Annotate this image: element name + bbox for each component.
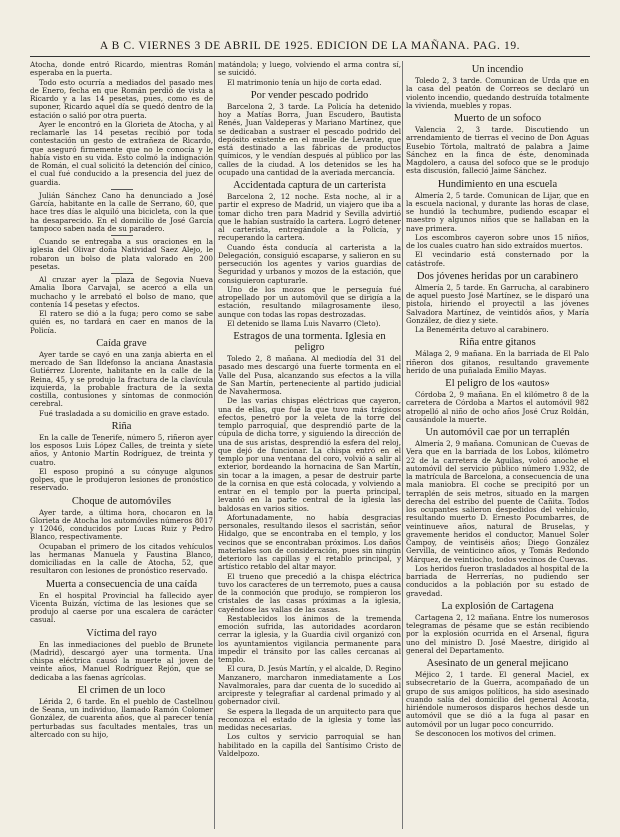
headline: El crimen de un loco: [77, 684, 166, 696]
paragraph: Los escombros cayeron sobre unos 15 niños, de los cuales cuatro han sido extraídos muertos.: [406, 232, 589, 250]
headline: Choque de automóviles: [71, 495, 172, 507]
paragraph: Se espera la llegada de un arquitecto para que reconozca el estado de la iglesia y tome las medidas necesarias.: [218, 706, 401, 732]
paragraph: El detenido se llama Luis Navarro (Cleto).: [227, 318, 381, 328]
paragraph: Barcelona 2, 3 tarde. La Policía ha detenido hoy a Matías Borra, Juan Escudero, Bautista Renés, Juan Valdeperas y Mariano Martínez, que se dedicaban a sustraer el pescado podrido del depósito existente en el muelle de Levante, que está destinado a las fábricas de productos químicos, y le vendían después al público por las calles de la ciudad. A los detenidos se les ha ocupado una cantidad de la averiada mercancía.: [218, 101, 401, 177]
headline: Víctima del rayo: [86, 627, 157, 639]
separator: [111, 189, 133, 190]
headline: Por vender pescado podrido: [250, 89, 369, 101]
separator: [111, 273, 133, 274]
paragraph: Restablecidos los ánimos de la tremenda emoción sufrida, las autoridades acordaron cerrar la iglesia, y la Guardia civil organizó con los ayuntamientos vigilancia permanente para impedir el tránsito por las calles cercanas al templo.: [218, 613, 401, 664]
headline: Asesinato de un general mejicano: [426, 658, 569, 669]
paragraph: Se desconocen los motivos del crimen.: [415, 728, 556, 738]
paragraph: Los cultos y servicio parroquial se han habilitado en la capilla del Santísimo Cristo de Valdelpozo.: [218, 732, 401, 758]
paragraph: Uno de los mozos que le perseguía fué atropellado por un automóvil que se dirigía a la estación, resultando milagrosamente ileso, aunque con todas las ropas destrozadas.: [218, 284, 401, 319]
paragraph: Atocha, donde entró Ricardo, mientras Román esperaba en la puerta.: [30, 61, 213, 78]
headline: Muerta a consecuencia de una caída: [45, 578, 198, 590]
paragraph: Almería 2, 5 tarde. En Garrucha, al carabinero de aquel puesto José Martínez, se le disparó una pistola, hiriendo el proyectil a las jóvenes Salvadora Martínez, de veintidós años, y María González, de diez y siete.: [406, 282, 589, 325]
headline: Dos jóvenes heridas por un carabinero: [416, 270, 579, 282]
paragraph: La Benemérita detuvo al carabinero.: [415, 325, 549, 334]
paragraph: Almería 2, 5 tarde. Comunican de Lijar, que en la escuela nacional, y durante las horas de clase, se hundió la techumbre, pudiendo escapar el maestro y algunos niños que se hallaban en la nave primera.: [406, 190, 589, 233]
paragraph: El matrimonio tenía un hijo de corta edad.: [227, 77, 382, 87]
paragraph: Córdoba 2, 9 mañana. En el kilómetro 8 de la carretera de Córdoba a Martos el automóvil 982 atropelló al niño de ocho años José Cruz Roldán, causándole la muerte.: [406, 390, 589, 424]
paragraph: En las inmediaciones del pueblo de Brunete (Madrid), descargó ayer una tormenta. Una chispa eléctrica causó la muerte al joven de veinte años, Manuel Rodríguez Rejón, que se dedicaba a las faenas agrícolas.: [30, 639, 213, 682]
paragraph: Méjico 2, 1 tarde. El general Maciel, ex subsecretario de la Guerra, acompañado de un grupo de sus amigos políticos, ha sido asesinado cuando salía del domicilio del general Acosta, hiriéndole numerosos disparos hechos desde un automóvil que se dió a la fuga al pasar en automóvil por un lugar poco concurrido.: [406, 670, 589, 729]
paragraph: Ocupaban el primero de los citados vehículos las hermanas Manuela y Faustina Blanco, domiciliadas en la calle de Atocha, 52, que resultaron con lesiones de pronóstico reservado.: [30, 541, 213, 576]
column-3: [406, 61, 589, 829]
headline: El peligro de los «autos»: [445, 378, 550, 389]
paragraph: En el hospital Provincial ha fallecido ayer Vicenta Buizán, víctima de las lesiones que se produjo al caerse por una escalera de carácter casual.: [30, 590, 213, 625]
column-divider: [214, 61, 215, 829]
paragraph: El cura, D. Jesús Martín, y el alcalde, D. Regino Manzanero, marcharon inmediatamente a Los Navalmorales, para dar cuenta de lo sucedido al arcipreste y telegrafiar al cardenal primado y al gobernador civil.: [218, 664, 401, 707]
paragraph: Julián Sánchez Cano ha denunciado a José García, habitante en la calle de Serrano, 60, que hace tres días le alquiló una bicicleta, con la que ha desaparecido. En el domicilio de José García tampoco saben nada de su paradero.: [30, 190, 213, 233]
paragraph: Lérida 2, 6 tarde. En el pueblo de Castellnou de Seana, un individuo, llamado Ramón Colomer González, de cuarenta años, que al parecer tenía perturbadas sus facultades mentales, tras un altercado con su hijo,: [30, 696, 213, 739]
paragraph: Cuando ésta conducía al carterista a la Delegación, consiguió escaparse, y salieron en su persecución los agentes y varios guardias de Seguridad y urbanos y mozos de la estación, que consiguieron capturarle.: [218, 242, 401, 285]
paragraph: Los heridos fueron trasladados al hospital de la barriada de Herrerías, no pudiendo ser conducidos a la población por su estado de gravedad.: [406, 563, 589, 598]
paragraph: Málaga 2, 9 mañana. En la barriada de El Palo riñeron dos gitanos, resultando gravemente herido de una puñalada Emilio Mayas.: [406, 349, 589, 375]
paragraph: Cuando se entregaba a sus oraciones en la iglesia del Olivar doña Natividad Saez Alejo, le robaron un bolso de plata valorado en 200 pesetas.: [30, 237, 213, 271]
paragraph: El vecindario está consternado por la catástrofe.: [406, 250, 589, 268]
paragraph: El ratero se dió a la fuga; pero como se sabe quién es, no tardará en caer en manos de la Policía.: [30, 309, 213, 335]
headline: Caída grave: [96, 337, 147, 349]
headline: La explosión de Cartagena: [441, 600, 554, 612]
headline: Un automóvil cae por un terraplén: [425, 427, 570, 438]
headline: Estragos de una tormenta. Iglesia en peligro: [233, 331, 386, 353]
paragraph: El trueno que precedió a la chispa eléctrica tuvo los caracteres de un terremoto, pues a causa de la conmoción que produjo, se rompieron los cristales de las casas próximas a la iglesia, cayéndose las vallas de las casas.: [218, 571, 401, 614]
paragraph: En la calle de Tenerife, número 5, riñeron ayer los esposos Luis López Calles, de treinta y siete años, y Antonio Martín Rodríguez, de treinta y cuatro.: [30, 432, 213, 467]
paragraph: Al cruzar ayer la plaza de Segovia Nueva Amalia Ibora Carvajal, se acercó a ella un muchacho y le arrebató el bolso de mano, que contenía 14 pesetas y efectos.: [30, 275, 213, 309]
paragraph: El esposo propinó a su cónyuge algunos golpes, que le produjeron lesiones de pronóstico reservado.: [30, 466, 213, 493]
paragraph: Barcelona 2, 12 noche. Esta noche, al ir a partir el expreso de Madrid, un viajero que iba a tomar dicho tren para Madrid y Sevilla advirtió que le habían sustraído la cartera. Logró detener al carterista, entregándole a la Policía, y recuperando la cartera.: [218, 192, 401, 243]
headline: Hundimiento en una escuela: [437, 178, 558, 190]
paragraph: Ayer le encontró en la Glorieta de Atocha, y al reclamarle las 14 pesetas recibió por toda contestación un gesto de extrañeza de Ricardo, que aseguró firmemente que no le conocía y le había visto en su vida. Esto colmó la indignación de Román, el cual solicitó la detención del cínico, el cual fué conducido a la presencia del juez de guardia.: [30, 119, 213, 187]
paragraph: Afortunadamente, no había desgracias personales, resultando ilesos el sacristán, señor Hidalgo, que se encontraba en el templo, y los vecinos que se encontraban próximos. Los daños materiales son de consideración, pues sin ningún deterioro las capillas y el retablo principal, y artístico retablo del altar mayor.: [218, 512, 401, 572]
paragraph: Fué trasladada a su domicilio en grave estado.: [39, 408, 210, 418]
separator: [111, 235, 133, 236]
headline: Muerto de un sofoco: [453, 113, 542, 124]
paragraph: matándola; y luego, volviendo el arma contra sí, se suicidó.: [218, 61, 401, 78]
column-1: [30, 61, 213, 829]
headline: Riña entre gitanos: [459, 337, 536, 349]
paragraph: Ayer tarde se cayó en una zanja abierta en el mercado de San Ildefonso la anciana Anastasia Gutiérrez Llorente, habitante en la calle de la Reina, 45, y se produjo la fractura de la clavícula izquierda, la probable fractura de la sexta costilla, contusiones y síntomas de conmoción cerebral.: [30, 349, 213, 409]
paragraph: Todo esto ocurría a mediados del pasado mes de Enero, fecha en que Román perdió de vista a Ricardo y a las 14 pesetas, pues, como es de suponer, Ricardo aquel día se quedó dentro de la estación o salió por otra puerta.: [30, 77, 213, 120]
paragraph: De las varias chispas eléctricas que cayeron, una de ellas, que fué la que tuvo más trágicos efectos, penetró por la veleta de la torre del templo parroquial, que desprendió parte de la cúpula de dicha torre, y siguiendo la dirección de una de sus aristas, desprendió la esfera del reloj, que dejó de funcionar. La chispa entró en el templo por una ventana del coro, volvió a salir al exterior, bordeando la hornacina de San Martín, sin tocar a la imagen, a pesar de destruir parte de la cornisa en que está colocada, y volviendo a entrar en el templo por la puerta principal, levantó en la parte central de la iglesia las baldosas en varios sitios.: [218, 396, 401, 513]
paragraph: Valencia 2, 3 tarde. Discutiendo un arrendamiento de tierras el vecino de Don Aguas Eusebio Tórtola, maltrató de palabra a Jaime Sánchez en la finca de éste, denominada Magdolero, a causa del sofoco que se le produjo esta discusión, falleció Jaime Sánchez.: [406, 125, 589, 176]
paragraph: Almería 2, 9 mañana. Comunican de Cuevas de Vera que en la barriada de los Lobos, kilómetro 22 de la carretera de Aguilas, volcó anoche el automóvil del servicio público número 1.932, de la matrícula de Barcelona, a consecuencia de una mala maniobra. El coche se precipitó por un terraplén de seis metros, situado en la margen derecha del estribo del puente de Cañita. Todos los ocupantes salieron despedidos del vehículo, resultando muerto D. Ernesto Pocumbarres, de veintinueve años, natural de Bruselas, y gravemente heridos el conductor, Manuel Soler Campoy, de veintiséis años; Diego González Gervilla, de veinticinco años, y Tomás Redondo Márquez, de veintiocho, todos vecinos de Cuevas.: [406, 439, 589, 564]
paragraph: Ayer tarde, a última hora, chocaron en la Glorieta de Atocha los automóviles números 8017 y 12046, conducidos por Lucas Ruiz y Pedro Blanco, respectivamente.: [30, 507, 213, 542]
paragraph: Toledo 2, 8 mañana. Al mediodía del 31 del pasado mes descargó una fuerte tormenta en el Valle del Pusa, alcanzando sus efectos a la villa de San Martín, perteneciente al partido judicial de Navahermosa.: [218, 354, 401, 396]
paragraph: Cartagena 2, 12 mañana. Entre los numerosos telegramas de pésame que se están recibiendo por la explosión ocurrida en el Arsenal, figura uno del ministro D. José Maestre, dirigido al general del Departamento.: [406, 612, 589, 655]
page-header: A B C. VIERNES 3 DE ABRIL DE 1925. EDICION DE LA MAÑANA. PAG. 19.: [99, 40, 521, 52]
column-2: [218, 61, 401, 829]
headline: Accidentada captura de un carterista: [233, 180, 386, 191]
header-rule: [30, 56, 590, 57]
headline: Un incendio: [471, 64, 524, 75]
paragraph: Toledo 2, 3 tarde. Comunican de Urda que en la casa del peatón de Correos se declaró un violento incendio, quedando destruída totalmente la vivienda, muebles y ropas.: [406, 76, 589, 110]
column-divider: [402, 61, 403, 829]
headline: Riña: [111, 420, 132, 432]
